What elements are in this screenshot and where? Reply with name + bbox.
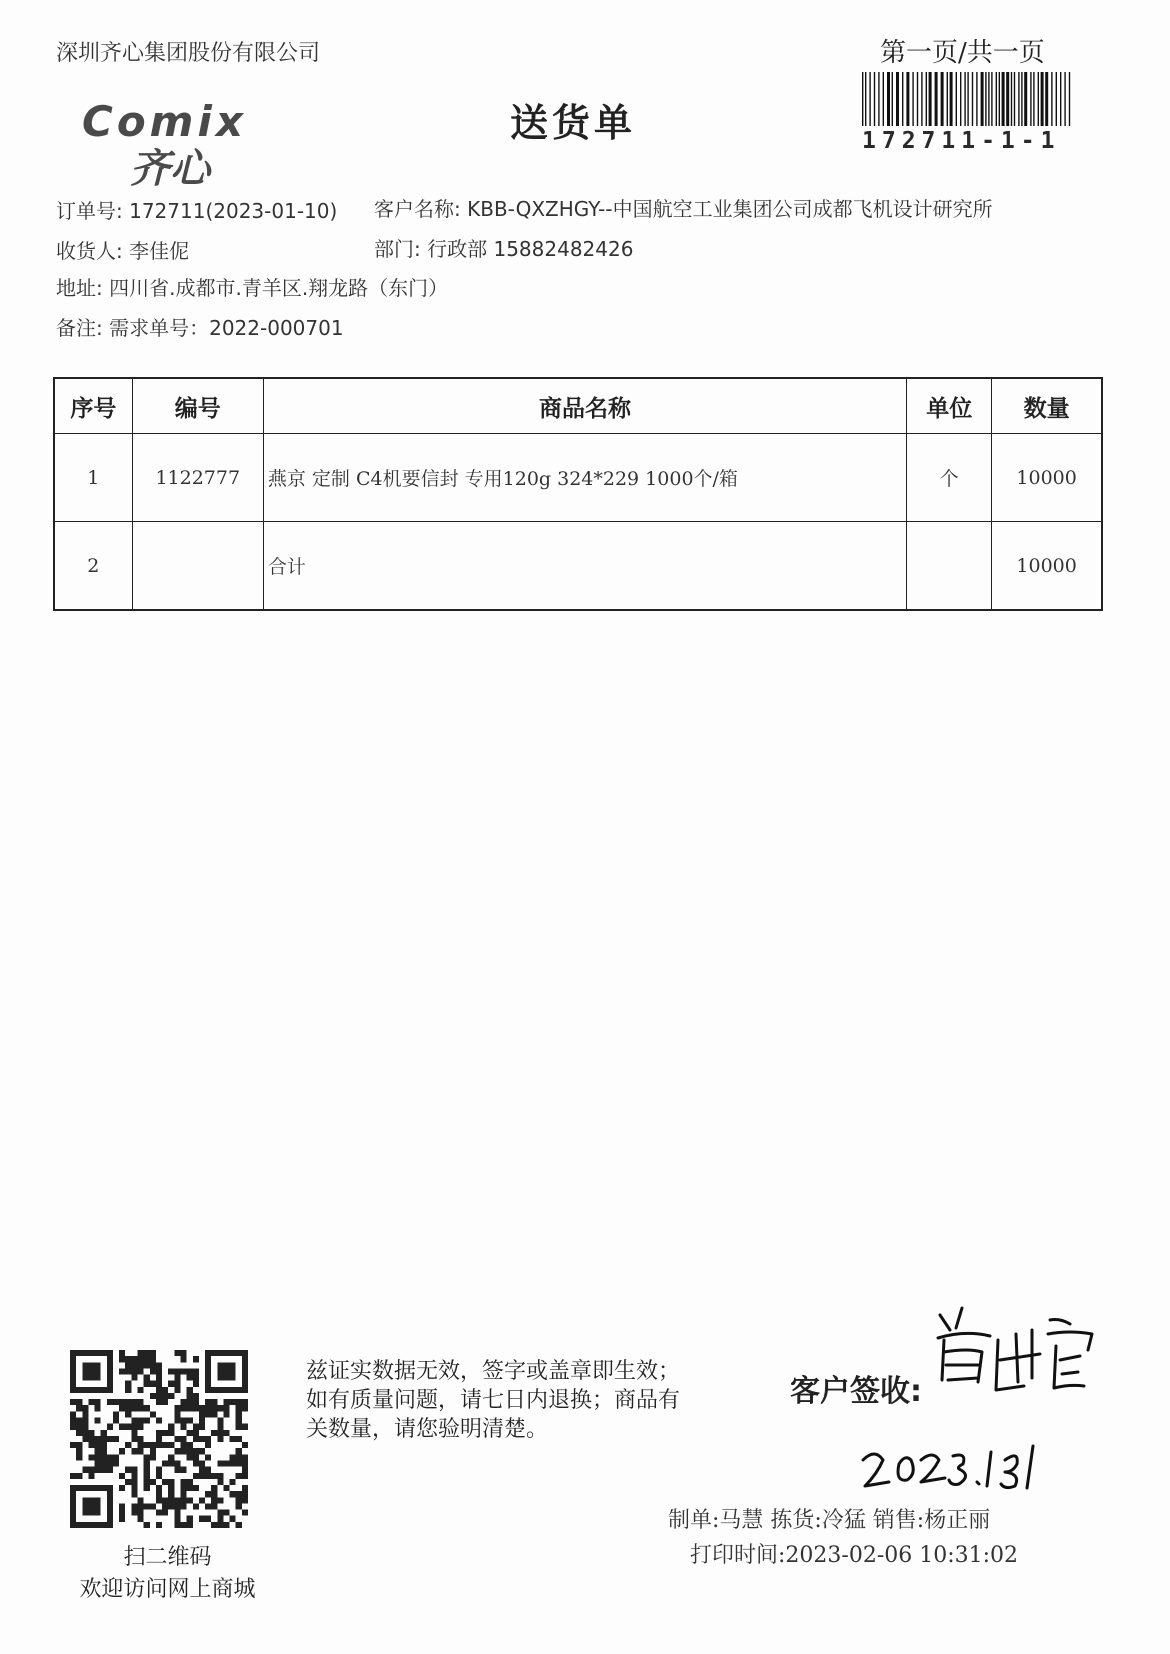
notice-text: 兹证实数据无效，签字或盖章即生效；如有质量问题，请七日内退换；商品有关数量，请您验明清楚。: [306, 1359, 681, 1442]
header-product-name: 商品名称: [263, 378, 906, 434]
dept-label: 部门:: [374, 237, 421, 261]
order-label: 订单号:: [56, 199, 123, 223]
items-table: [53, 377, 1103, 611]
dept-value: 行政部 15882482426: [427, 237, 634, 261]
address-line: [56, 272, 448, 301]
cell-seq: 2: [54, 522, 132, 611]
barcode-number: 172711-1-1: [862, 128, 1061, 154]
customer-line: [374, 193, 993, 222]
cell-code: 1122777: [132, 434, 263, 522]
table-header-row: [54, 378, 1102, 434]
header-seq: 序号: [54, 378, 132, 434]
qr-code: [70, 1350, 248, 1528]
customer-label: 客户名称:: [374, 197, 461, 221]
receiver-line: [56, 235, 189, 264]
header-code: 编号: [132, 378, 263, 434]
remark-label: 备注:: [56, 316, 103, 340]
handwritten-signature: [920, 1290, 1100, 1420]
cell-total-label: 合计: [263, 522, 906, 611]
page-indicator: 第一页/共一页: [880, 38, 1045, 68]
table-row-total: [54, 522, 1102, 611]
logo-wordmark: Comix: [82, 100, 247, 146]
dept-line: [374, 233, 633, 262]
table-row: [54, 434, 1102, 522]
barcode: [860, 72, 1075, 126]
cell-seq: 1: [54, 434, 132, 522]
order-line: [56, 195, 337, 224]
cell-quantity: 10000: [992, 434, 1102, 522]
print-time: 打印时间:2023-02-06 10:31:02: [690, 1543, 1019, 1568]
customer-value: KBB-QXZHGY--中国航空工业集团公司成都飞机设计研究所: [467, 197, 993, 221]
customer-sign-label: 客户签收:: [790, 1374, 922, 1409]
header-unit: 单位: [907, 378, 992, 434]
header-quantity: 数量: [992, 378, 1102, 434]
cell-code: [132, 522, 263, 611]
address-label: 地址:: [56, 276, 103, 300]
cell-total-quantity: 10000: [992, 522, 1102, 611]
logo-chinese: 齐心: [130, 146, 210, 188]
staff-line: 制单:马慧 拣货:冷猛 销售:杨正丽: [668, 1508, 991, 1533]
qr-caption-mall: 欢迎访问网上商城: [79, 1577, 256, 1602]
address-value: 四川省.成都市.青羊区.翔龙路（东门）: [109, 276, 449, 300]
cell-unit: 个: [907, 434, 992, 522]
handwritten-date: [855, 1430, 1055, 1500]
qr-caption-scan: 扫二维码: [123, 1545, 212, 1570]
remark-value: 需求单号：2022-000701: [109, 316, 344, 340]
comix-logo: [80, 100, 290, 192]
cell-unit: [907, 522, 992, 611]
order-value: 172711(2023-01-10): [129, 199, 338, 223]
remark-line: [56, 312, 344, 341]
company-name: 深圳齐心集团股份有限公司: [56, 41, 321, 66]
document-title: 送货单: [510, 101, 637, 145]
receiver-value: 李佳伲: [129, 239, 190, 263]
cell-product-name: 燕京 定制 C4机要信封 专用120g 324*229 1000个/箱: [263, 434, 906, 522]
receiver-label: 收货人:: [56, 239, 123, 263]
